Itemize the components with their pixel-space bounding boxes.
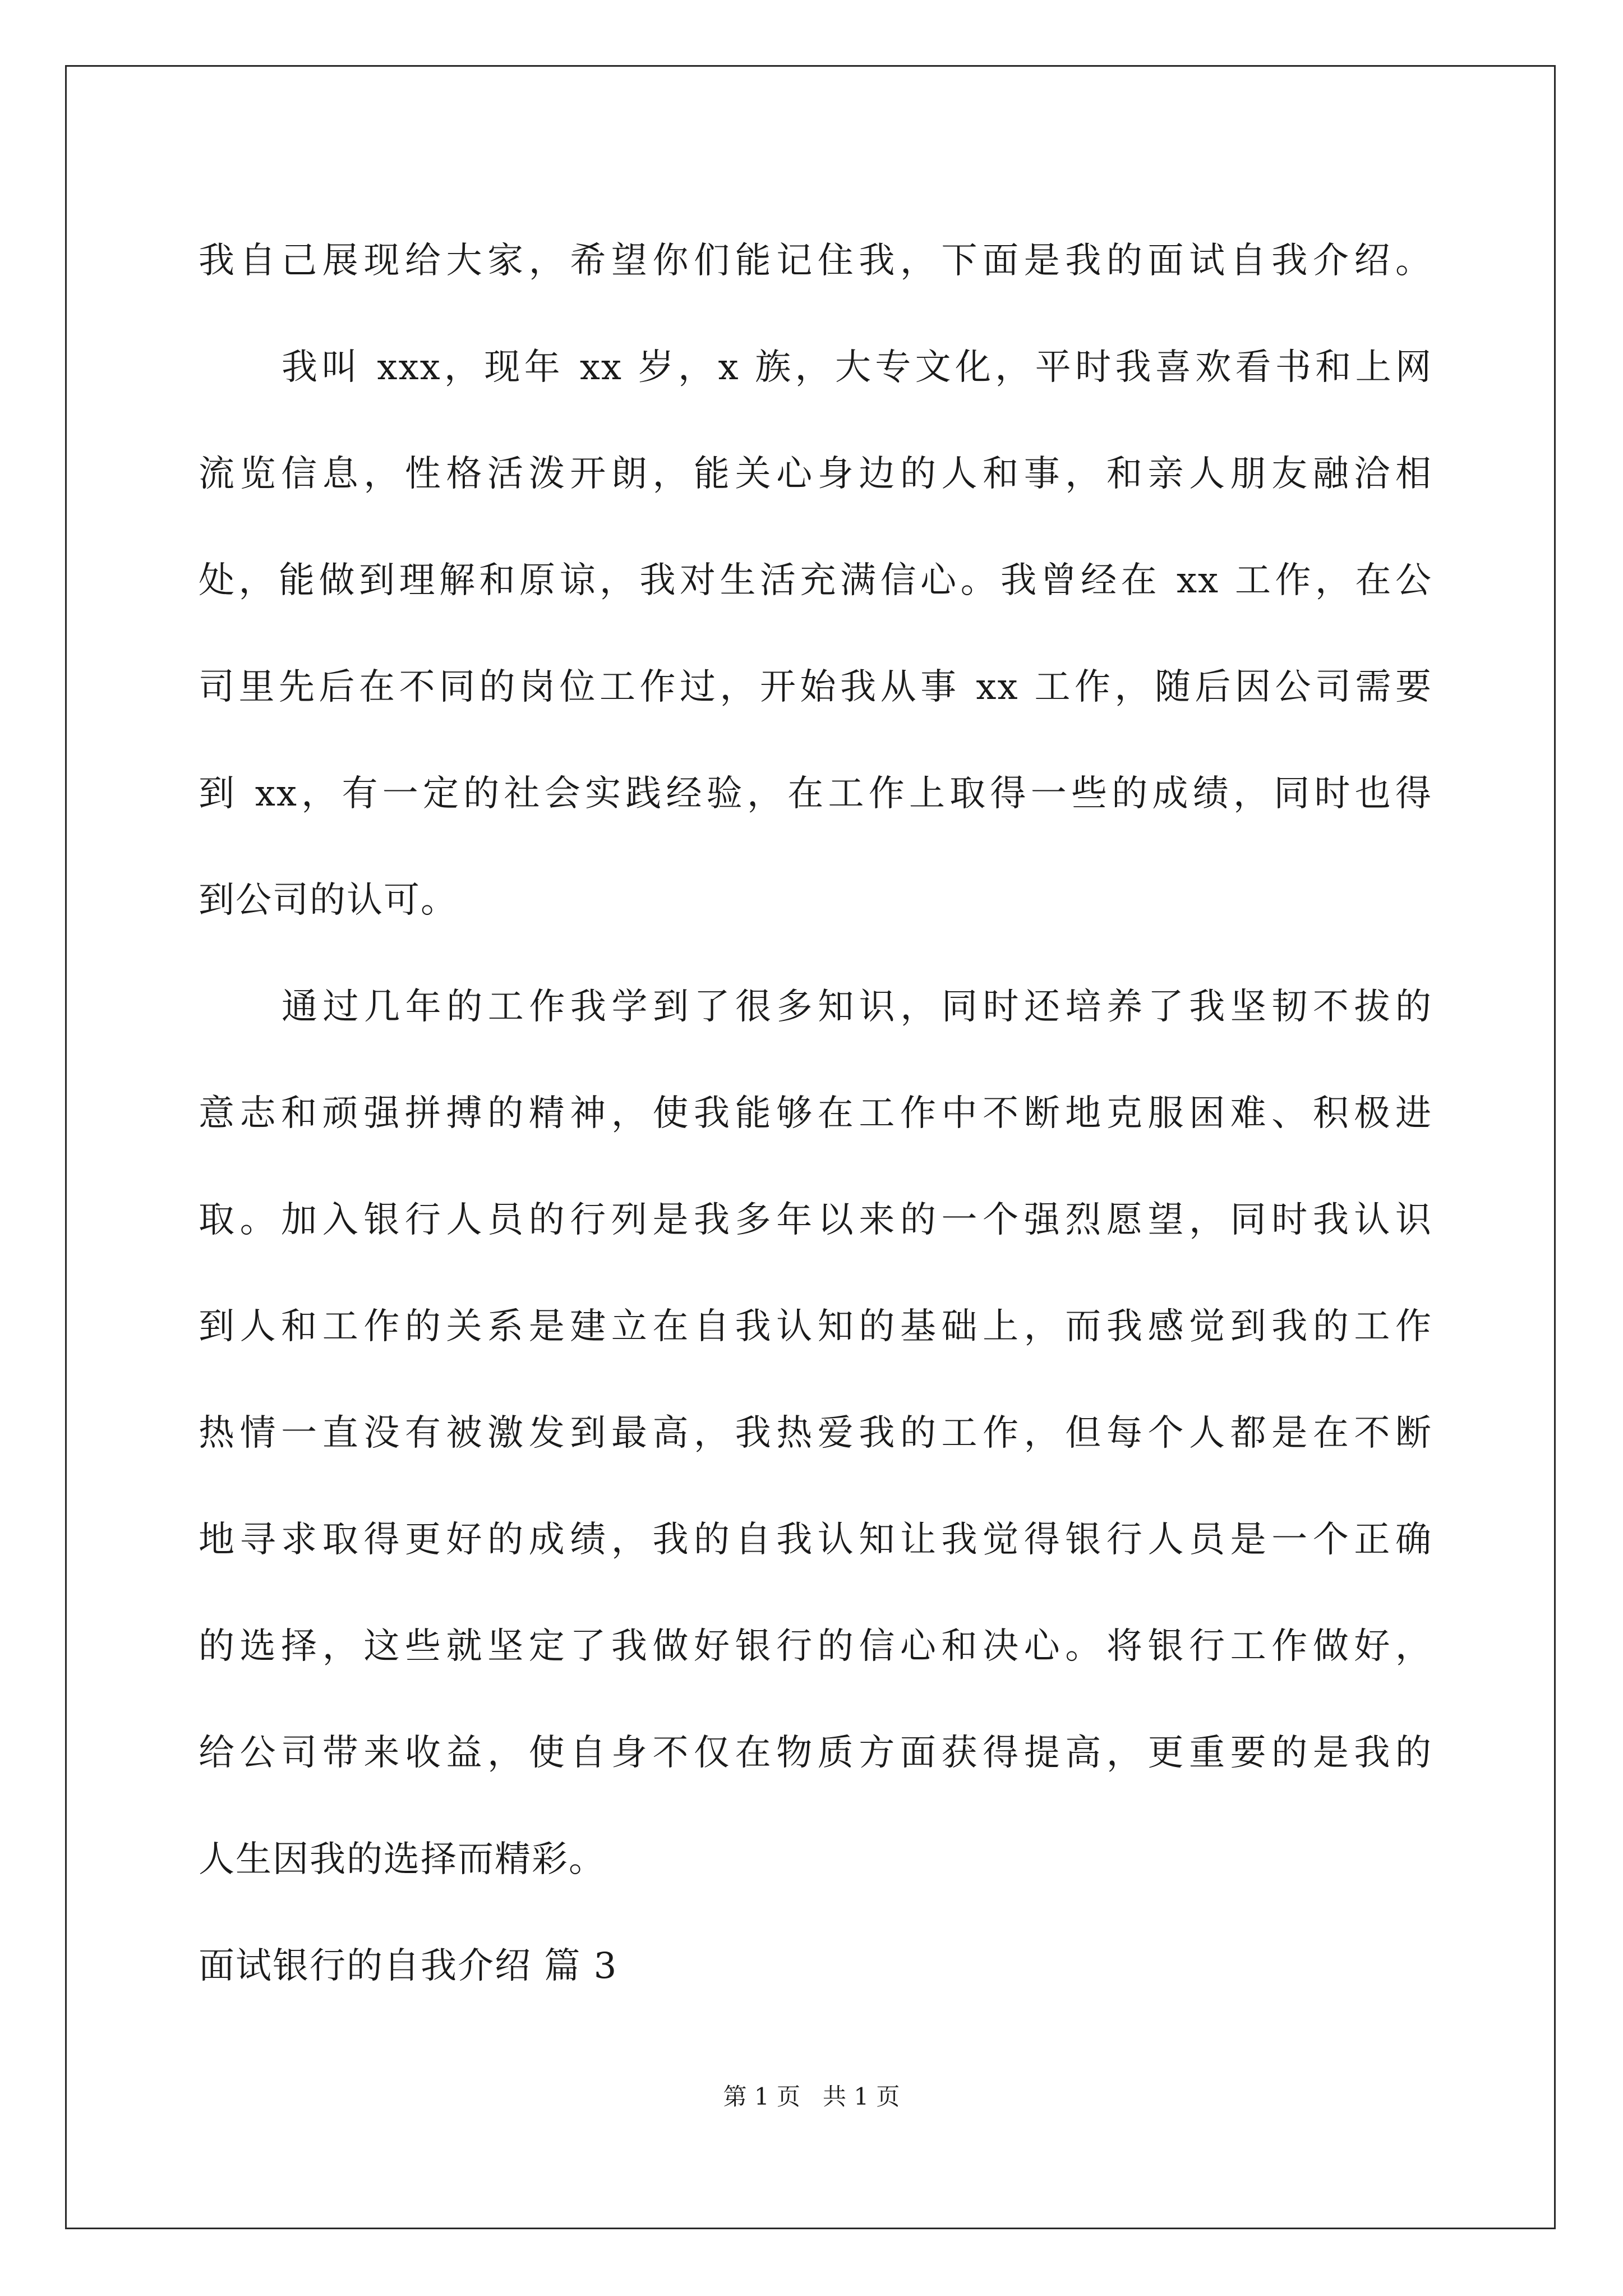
text-line: 给公司带来收益，使自身不仅在物质方面获得提高，更重要的是我的 (199, 1732, 1432, 1774)
text-line: 意志和顽强拼搏的精神，使我能够在工作中不断地克服困难、积极进 (199, 1093, 1432, 1134)
text-line: 取。加入银行人员的行列是我多年以来的一个强烈愿望，同时我认识 (199, 1199, 1432, 1241)
text-line: 热情一直没有被激发到最高，我热爱我的工作，但每个人都是在不断 (199, 1412, 1432, 1454)
text-line: 的选择，这些就坚定了我做好银行的信心和决心。将银行工作做好， (199, 1626, 1432, 1667)
text-line: 到 xx，有一定的社会实践经验，在工作上取得一些的成绩，同时也得 (199, 773, 1432, 815)
text-line: 处，能做到理解和原谅，我对生活充满信心。我曾经在 xx 工作，在公 (199, 560, 1432, 601)
text-line: 地寻求取得更好的成绩，我的自我认知让我觉得银行人员是一个正确 (199, 1519, 1432, 1561)
page-footer (0, 2080, 1623, 2114)
text-line: 流览信息，性格活泼开朗，能关心身边的人和事，和亲人朋友融洽相 (199, 453, 1432, 495)
text-line: 到公司的认可。 (199, 880, 458, 921)
section-heading: 面试银行的自我介绍 篇 3 (199, 1945, 618, 1987)
text-line: 通过几年的工作我学到了很多知识，同时还培养了我坚韧不拔的 (282, 986, 1432, 1028)
page-number: 第 1 页 (723, 2083, 800, 2110)
text-line: 司里先后在不同的岗位工作过，开始我从事 xx 工作，随后因公司需要 (199, 666, 1432, 708)
text-line: 人生因我的选择而精彩。 (199, 1839, 606, 1880)
text-line: 我叫 xxx，现年 xx 岁，x 族，大专文化，平时我喜欢看书和上网 (282, 347, 1432, 388)
text-line: 我自己展现给大家，希望你们能记住我，下面是我的面试自我介绍。 (199, 240, 1432, 282)
page-total: 共 1 页 (823, 2083, 900, 2110)
text-line: 到人和工作的关系是建立在自我认知的基础上，而我感觉到我的工作 (199, 1306, 1432, 1347)
document-body (199, 208, 1432, 2019)
